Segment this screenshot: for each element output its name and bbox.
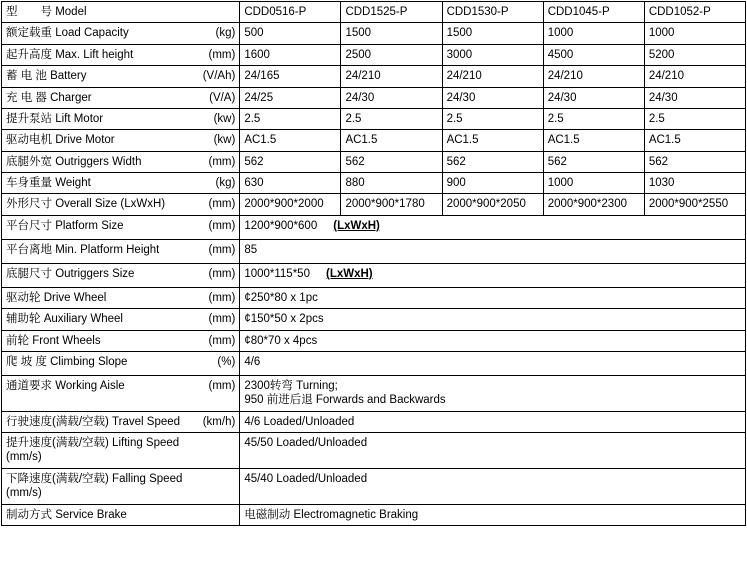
row-label-cell bbox=[2, 433, 240, 469]
row-label-cell bbox=[2, 130, 240, 151]
table-row bbox=[2, 263, 746, 287]
row-value: 24/30 bbox=[644, 87, 745, 108]
row-label: 提升速度(满载/空载) Lifting Speed bbox=[6, 437, 180, 449]
row-value: 1000 bbox=[543, 23, 644, 44]
row-unit: (kg) bbox=[215, 27, 236, 40]
row-label-cell bbox=[2, 375, 240, 411]
row-value-cell: 45/50 Loaded/Unloaded bbox=[240, 433, 746, 469]
table-row bbox=[2, 130, 746, 151]
row-value: 2000*900*2050 bbox=[442, 194, 543, 215]
row-unit: (mm) bbox=[208, 313, 236, 326]
row-value: AC1.5 bbox=[543, 130, 644, 151]
row-label: 提升泵站 Lift Motor bbox=[6, 112, 104, 125]
row-value-cell: ¢250*80 x 1pc bbox=[240, 287, 746, 308]
row-value: 562 bbox=[442, 151, 543, 172]
row-label-cell bbox=[2, 173, 240, 194]
row-value: 900 bbox=[442, 173, 543, 194]
row-value: 1600 bbox=[240, 44, 341, 65]
model-header-0: CDD0516-P bbox=[240, 2, 341, 23]
row-unit: (kg) bbox=[215, 177, 236, 189]
row-unit: (mm) bbox=[208, 155, 236, 168]
table-row-working-aisle bbox=[2, 375, 746, 411]
row-value-cell: 4/6 Loaded/Unloaded bbox=[240, 411, 746, 432]
row-value-cell: ¢80*70 x 4pcs bbox=[240, 330, 746, 351]
table-row bbox=[2, 433, 746, 469]
row-label-cell bbox=[2, 151, 240, 172]
row-unit: (mm) bbox=[208, 48, 236, 61]
row-value: 562 bbox=[644, 151, 745, 172]
row-unit: (mm) bbox=[208, 243, 236, 256]
row-unit: (mm) bbox=[208, 379, 236, 392]
row-value-suffix: (LxWxH) bbox=[333, 219, 380, 232]
row-label-cell bbox=[2, 194, 240, 215]
row-value-cell: ¢150*50 x 2pcs bbox=[240, 309, 746, 330]
row-label: 行驶速度(满载/空载) Travel Speed bbox=[6, 415, 181, 428]
row-value: AC1.5 bbox=[240, 130, 341, 151]
row-label: 额定载重 Load Capacity bbox=[6, 27, 129, 40]
row-value: 1000 bbox=[644, 23, 745, 44]
row-label: 外形尺寸 Overall Size (LxWxH) bbox=[6, 198, 166, 211]
row-value: AC1.5 bbox=[644, 130, 745, 151]
row-value: 2.5 bbox=[442, 108, 543, 129]
table-row bbox=[2, 468, 746, 504]
row-value: 24/210 bbox=[543, 66, 644, 87]
row-label: 平台离地 Min. Platform Height bbox=[6, 243, 160, 256]
row-label-cell bbox=[2, 44, 240, 65]
row-label-cell bbox=[2, 287, 240, 308]
row-value-cell bbox=[240, 215, 746, 239]
row-value: 24/30 bbox=[341, 87, 442, 108]
table-row bbox=[2, 330, 746, 351]
row-label: 底腿外宽 Outriggers Width bbox=[6, 155, 142, 168]
row-value: 562 bbox=[543, 151, 644, 172]
row-unit: (%) bbox=[217, 355, 236, 368]
row-label-cell bbox=[2, 87, 240, 108]
row-label-cell bbox=[2, 468, 240, 504]
table-row bbox=[2, 108, 746, 129]
row-label-unit-second-line: (mm/s) bbox=[6, 487, 42, 500]
row-value: 2.5 bbox=[240, 108, 341, 129]
table-row bbox=[2, 351, 746, 375]
row-value: 3000 bbox=[442, 44, 543, 65]
table-row bbox=[2, 215, 746, 239]
row-value: 562 bbox=[240, 151, 341, 172]
row-value-cell bbox=[240, 375, 746, 411]
row-label: 辅助轮 Auxiliary Wheel bbox=[6, 313, 123, 326]
row-label-cell bbox=[2, 23, 240, 44]
row-value-cell bbox=[240, 263, 746, 287]
table-row bbox=[2, 287, 746, 308]
model-header-1: CDD1525-P bbox=[341, 2, 442, 23]
row-value: 5200 bbox=[644, 44, 745, 65]
row-value: 1030 bbox=[644, 173, 745, 194]
table-row bbox=[2, 239, 746, 263]
row-value: 2000*900*1780 bbox=[341, 194, 442, 215]
row-label-cell bbox=[2, 330, 240, 351]
row-unit: (mm) bbox=[208, 219, 236, 232]
row-label-cell bbox=[2, 351, 240, 375]
table-row bbox=[2, 87, 746, 108]
row-label-cell bbox=[2, 309, 240, 330]
row-label-cell bbox=[2, 108, 240, 129]
model-header-2: CDD1530-P bbox=[442, 2, 543, 23]
row-value: 630 bbox=[240, 173, 341, 194]
row-value: 562 bbox=[341, 151, 442, 172]
row-label-cell bbox=[2, 504, 240, 525]
row-value-cell: 45/40 Loaded/Unloaded bbox=[240, 468, 746, 504]
row-value: 1000 bbox=[543, 173, 644, 194]
row-unit: (kw) bbox=[213, 134, 236, 147]
aisle-turning-value: 2300转弯 Turning; bbox=[244, 379, 338, 392]
row-label-unit-second-line: (mm/s) bbox=[6, 451, 42, 464]
table-row bbox=[2, 309, 746, 330]
row-value: 24/30 bbox=[543, 87, 644, 108]
table-row bbox=[2, 194, 746, 215]
row-label: 底腿尺寸 Outriggers Size bbox=[6, 267, 135, 280]
row-value: 2.5 bbox=[543, 108, 644, 129]
row-value: 1500 bbox=[442, 23, 543, 44]
row-label: 前轮 Front Wheels bbox=[6, 334, 101, 347]
row-value-suffix: (LxWxH) bbox=[325, 267, 373, 280]
row-label: 爬 坡 度 Climbing Slope bbox=[6, 355, 128, 368]
row-label: 平台尺寸 Platform Size bbox=[6, 219, 124, 232]
row-unit: (mm) bbox=[208, 334, 236, 347]
row-label-cell bbox=[2, 263, 240, 287]
row-value: 1200*900*600 bbox=[244, 219, 318, 232]
row-value: 2000*900*2300 bbox=[543, 194, 644, 215]
row-value: 24/210 bbox=[442, 66, 543, 87]
row-label: 通道要求 Working Aisle bbox=[6, 379, 125, 392]
row-label-cell bbox=[2, 66, 240, 87]
row-unit: (mm) bbox=[208, 198, 236, 211]
row-value: 24/210 bbox=[644, 66, 745, 87]
header-label: 型 号 Model bbox=[6, 6, 87, 18]
row-unit: (km/h) bbox=[202, 415, 236, 428]
header-label-cell bbox=[2, 2, 240, 23]
row-label-cell bbox=[2, 215, 240, 239]
table-row bbox=[2, 504, 746, 525]
table-row bbox=[2, 44, 746, 65]
row-value-suffix bbox=[257, 244, 273, 256]
row-value: 24/25 bbox=[240, 87, 341, 108]
row-label: 驱动轮 Drive Wheel bbox=[6, 291, 107, 304]
row-unit: (V/A) bbox=[209, 91, 236, 104]
row-value: 2000*900*2000 bbox=[240, 194, 341, 215]
row-value: 2.5 bbox=[644, 108, 745, 129]
row-unit: (mm) bbox=[208, 267, 236, 280]
table-row bbox=[2, 23, 746, 44]
row-value: 24/165 bbox=[240, 66, 341, 87]
row-value: 2500 bbox=[341, 44, 442, 65]
row-value-cell: 4/6 bbox=[240, 351, 746, 375]
row-label-cell bbox=[2, 239, 240, 263]
row-unit: (kw) bbox=[213, 112, 236, 125]
specification-table bbox=[1, 1, 746, 526]
row-value: 1500 bbox=[341, 23, 442, 44]
row-label: 制动方式 Service Brake bbox=[6, 508, 127, 521]
row-value-cell bbox=[240, 239, 746, 263]
row-value: AC1.5 bbox=[341, 130, 442, 151]
row-unit: (V/Ah) bbox=[202, 70, 236, 83]
table-row bbox=[2, 411, 746, 432]
row-value: 85 bbox=[244, 243, 258, 256]
row-value: 4500 bbox=[543, 44, 644, 65]
row-value: 1000*115*50 bbox=[244, 267, 310, 280]
row-label-cell bbox=[2, 411, 240, 432]
row-value: 500 bbox=[240, 23, 341, 44]
row-label: 起升高度 Max. Lift height bbox=[6, 48, 134, 61]
table-row bbox=[2, 173, 746, 194]
row-label: 蓄 电 池 Battery bbox=[6, 70, 87, 83]
model-header-4: CDD1052-P bbox=[644, 2, 745, 23]
row-label: 充 电 器 Charger bbox=[6, 91, 92, 104]
row-value: 24/30 bbox=[442, 87, 543, 108]
row-value: 880 bbox=[341, 173, 442, 194]
table-header-row bbox=[2, 2, 746, 23]
model-header-3: CDD1045-P bbox=[543, 2, 644, 23]
row-unit: (mm) bbox=[208, 291, 236, 304]
row-label: 下降速度(满载/空载) Falling Speed bbox=[6, 472, 183, 485]
row-value: 24/210 bbox=[341, 66, 442, 87]
aisle-forward-backward-value: 950 前进后退 Forwards and Backwards bbox=[244, 394, 446, 407]
row-label: 驱动电机 Drive Motor bbox=[6, 134, 115, 147]
table-row bbox=[2, 151, 746, 172]
row-value: 2.5 bbox=[341, 108, 442, 129]
row-value-cell: 电磁制动 Electromagnetic Braking bbox=[240, 504, 746, 525]
row-label: 车身重量 Weight bbox=[6, 177, 91, 189]
table-row bbox=[2, 66, 746, 87]
row-value: AC1.5 bbox=[442, 130, 543, 151]
row-value: 2000*900*2550 bbox=[644, 194, 745, 215]
